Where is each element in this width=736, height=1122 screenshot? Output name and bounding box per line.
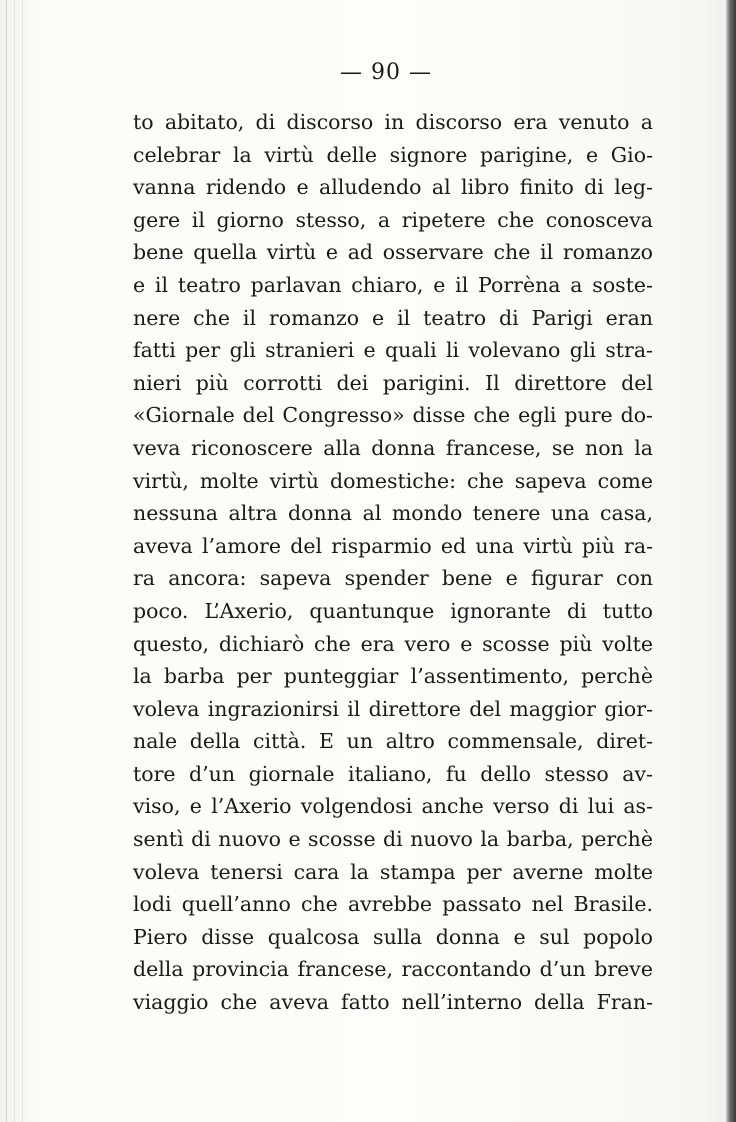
gutter-line: [6, 0, 7, 1122]
text-line: aveva l’amore del risparmio ed una virtù più ra-: [133, 533, 653, 558]
text-line: ra ancora: sapeva spender bene e figurar con: [133, 566, 653, 591]
text-line: celebrar la virtù delle signore parigine, e Gio-: [133, 142, 653, 167]
text-line: fatti per gli stranieri e quali li volevano gli stra-: [133, 338, 653, 363]
text-line: voleva ingrazionirsi il direttore del maggior gior-: [133, 696, 653, 721]
text-line: nessuna altra donna al mondo tenere una casa,: [133, 501, 653, 526]
text-line: viso, e l’Axerio volgendosi anche verso di lui as-: [133, 794, 653, 819]
text-line: «Giornale del Congresso» disse che egli pure do-: [133, 403, 653, 428]
text-line: nieri più corrotti dei parigini. Il direttore del: [133, 370, 653, 395]
text-line: poco. L’Axerio, quantunque ignorante di tutto: [133, 598, 653, 623]
page-number: — 90 —: [340, 60, 432, 85]
text-line: gere il giorno stesso, a ripetere che conosceva: [133, 207, 653, 232]
text-line: Piero disse qualcosa sulla donna e sul popolo: [133, 924, 653, 949]
text-line: questo, dichiarò che era vero e scosse più volte: [133, 631, 653, 656]
text-line: to abitato, di discorso in discorso era venuto a: [133, 110, 653, 134]
text-line: bene quella virtù e ad osservare che il romanzo: [133, 240, 653, 265]
text-line: sentì di nuovo e scosse di nuovo la barba, perchè: [133, 827, 653, 852]
text-line: voleva tenersi cara la stampa per averne molte: [133, 859, 653, 884]
text-line: lodi quell’anno che avrebbe passato nel Brasile.: [133, 892, 653, 917]
gutter-line: [22, 0, 23, 1122]
text-line: viaggio che aveva fatto nell’interno della Fran-: [133, 990, 653, 1015]
text-line: veva riconoscere alla donna francese, se non la: [133, 435, 653, 460]
text-line: nale della città. E un altro commensale, diret-: [133, 729, 653, 754]
page-edge-shadow: [726, 0, 736, 1122]
text-line: tore d’un giornale italiano, fu dello stesso av-: [133, 761, 653, 786]
text-line: nere che il romanzo e il teatro di Parigi eran: [133, 305, 653, 330]
gutter-line: [14, 0, 15, 1122]
text-line: e il teatro parlavan chiaro, e il Porrèna a soste-: [133, 272, 653, 297]
body-text: [133, 106, 653, 1019]
text-line: vanna ridendo e alludendo al libro finito di leg-: [133, 175, 653, 200]
text-line: virtù, molte virtù domestiche: che sapeva come: [133, 468, 653, 493]
text-line: della provincia francese, raccontando d’un breve: [133, 957, 653, 982]
text-line: la barba per punteggiar l’assentimento, perchè: [133, 664, 653, 689]
